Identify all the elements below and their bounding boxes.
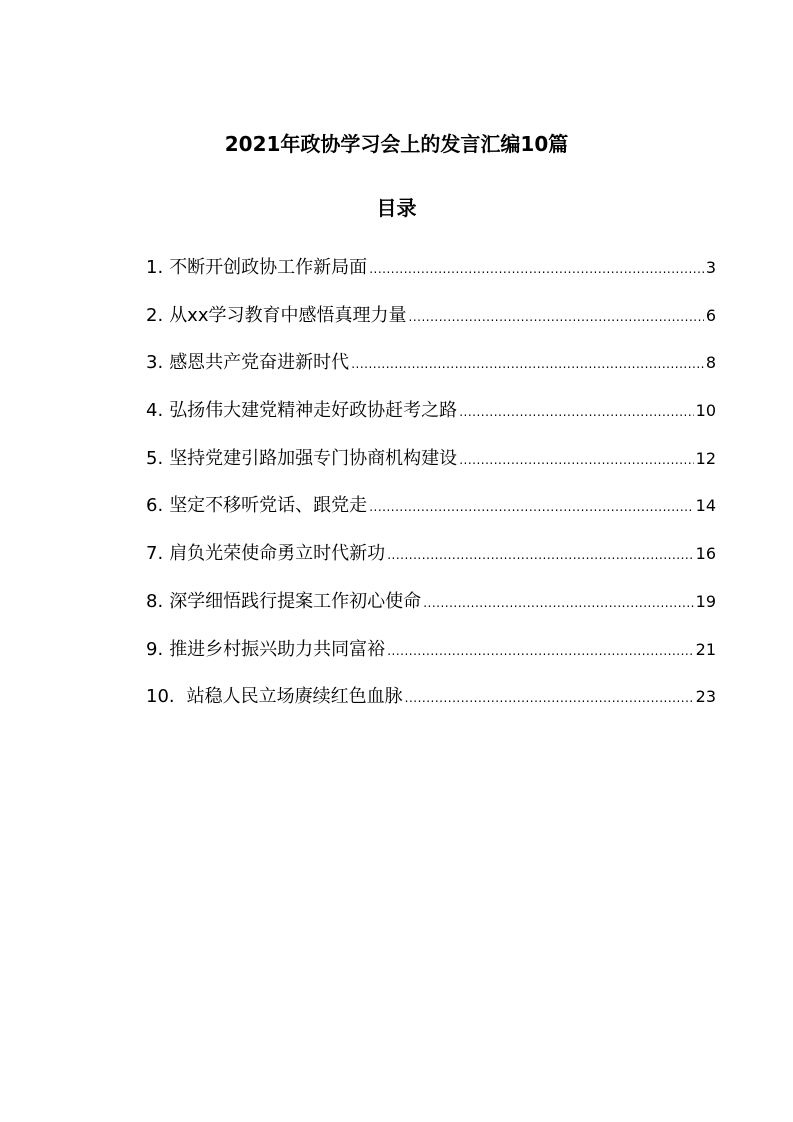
toc-entry-number: 8. xyxy=(146,590,164,612)
toc-page-number: 21 xyxy=(695,639,716,659)
toc-entry-title: 弘扬伟大建党精神走好政协赶考之路 xyxy=(169,400,458,422)
toc-entry-title: 感恩共产党奋进新时代 xyxy=(169,352,350,374)
toc-entry-number: 10. xyxy=(146,686,175,708)
toc-entry-5[interactable] xyxy=(146,445,716,493)
toc-entry-number: 1. xyxy=(146,257,164,278)
toc-page-number: 19 xyxy=(695,591,716,611)
toc-entry-10[interactable] xyxy=(146,683,716,731)
toc-dot-leader xyxy=(387,541,693,569)
toc-dot-leader xyxy=(387,637,693,665)
toc-dot-leader xyxy=(423,589,693,617)
toc-entry-3[interactable] xyxy=(146,349,716,397)
toc-entry-number: 3. xyxy=(146,352,164,374)
toc-page-number: 8 xyxy=(705,353,716,373)
toc-dot-leader xyxy=(369,493,693,521)
toc-entry-number: 9. xyxy=(146,638,164,660)
toc-page-number: 23 xyxy=(695,687,716,707)
document-title: 2021年政协学习会上的发言汇编10篇 xyxy=(224,132,569,156)
toc-entry-title: 深学细悟践行提案工作初心使命 xyxy=(169,590,422,612)
toc-page-number: 6 xyxy=(705,305,716,325)
toc-dot-leader xyxy=(409,303,704,331)
toc-entry-2[interactable] xyxy=(146,302,716,350)
toc-dot-leader xyxy=(369,255,704,283)
toc-entry-title: 从xx学习教育中感悟真理力量 xyxy=(169,304,407,326)
toc-entry-title: 坚持党建引路加强专门协商机构建设 xyxy=(169,447,458,469)
toc-entry-title: 坚定不移听党话、跟党走 xyxy=(169,495,368,517)
toc-entry-title: 不断开创政协工作新局面 xyxy=(169,257,368,278)
toc-page-number: 10 xyxy=(695,401,716,421)
toc-entry-number: 6. xyxy=(146,495,164,517)
toc-page-number: 14 xyxy=(695,496,716,516)
toc-page-number: 3 xyxy=(705,258,716,277)
toc-dot-leader xyxy=(405,684,694,712)
toc-dot-leader xyxy=(459,446,693,474)
toc-entry-8[interactable] xyxy=(146,588,716,636)
table-of-contents xyxy=(146,254,716,731)
toc-entry-number: 4. xyxy=(146,400,164,422)
toc-entry-6[interactable] xyxy=(146,492,716,540)
toc-dot-leader xyxy=(459,398,693,426)
toc-entry-4[interactable] xyxy=(146,397,716,445)
toc-entry-1[interactable] xyxy=(146,254,716,302)
toc-heading: 目录 xyxy=(376,196,417,220)
toc-page-number: 12 xyxy=(695,448,716,468)
toc-dot-leader xyxy=(351,350,704,378)
toc-entry-number: 7. xyxy=(146,543,164,565)
toc-entry-7[interactable] xyxy=(146,540,716,588)
toc-entry-number: 2. xyxy=(146,304,164,326)
toc-entry-9[interactable] xyxy=(146,636,716,684)
toc-entry-title: 肩负光荣使命勇立时代新功 xyxy=(169,543,386,565)
toc-entry-number: 5. xyxy=(146,447,164,469)
toc-entry-title: 站稳人民立场赓续红色血脉 xyxy=(186,686,403,708)
toc-page-number: 16 xyxy=(695,544,716,564)
toc-entry-title: 推进乡村振兴助力共同富裕 xyxy=(169,638,386,660)
